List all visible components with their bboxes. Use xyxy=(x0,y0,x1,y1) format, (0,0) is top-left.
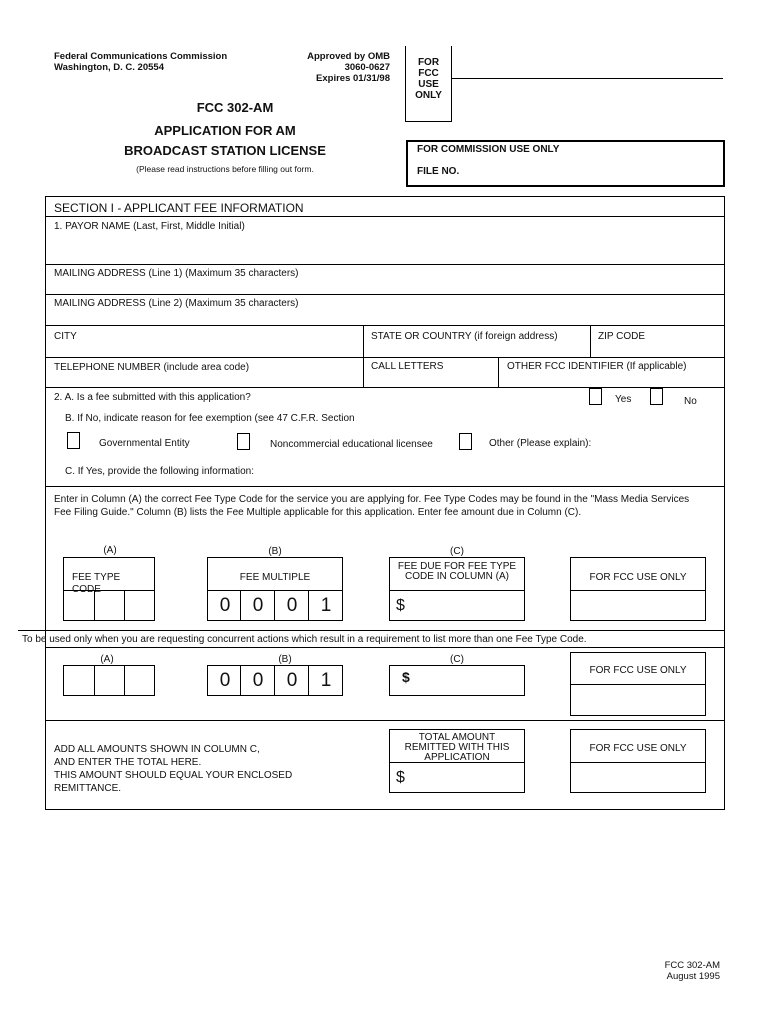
other-exemption-checkbox[interactable] xyxy=(459,433,472,450)
telephone-field[interactable] xyxy=(46,375,362,387)
fee-multiple-2-digit-1: 0 xyxy=(219,670,231,691)
total-amount-dollar-sign: $ xyxy=(396,769,405,786)
yes-label: Yes xyxy=(615,394,632,405)
agency-address: Washington, D. C. 20554 xyxy=(54,62,164,73)
fcc-use-only-rule-2 xyxy=(570,684,706,685)
fee-type-code-cell-2[interactable] xyxy=(95,591,123,620)
column-c-label: (C) xyxy=(450,546,464,557)
question-2a-label: 2. A. Is a fee submitted with this application? xyxy=(54,392,251,403)
other-fcc-identifier-field[interactable] xyxy=(499,374,723,386)
row-divider xyxy=(45,720,725,721)
fcc-use-only-label-1: FOR FCC USE ONLY xyxy=(589,572,687,583)
total-instructions-line-3: THIS AMOUNT SHOULD EQUAL YOUR ENCLOSED xyxy=(54,770,293,781)
fee-due-amount-field-2[interactable] xyxy=(416,666,523,695)
fcc-use-only-rule-3 xyxy=(570,762,706,763)
no-label: No xyxy=(684,396,697,407)
city-field[interactable] xyxy=(46,344,362,356)
fee-instructions-line-2: Fee Filing Guide." Column (B) lists the Fee Multiple applicable for this application. Enter fee amount due in Column (C). xyxy=(54,507,582,518)
governmental-entity-checkbox[interactable] xyxy=(67,432,80,449)
fee-due-rule xyxy=(389,590,525,591)
noncommercial-checkbox[interactable] xyxy=(237,433,250,450)
fee-type-code-label: FEE TYPE CODE xyxy=(72,572,121,595)
noncommercial-label: Noncommercial educational licensee xyxy=(270,439,433,450)
commission-use-label: FOR COMMISSION USE ONLY xyxy=(417,144,560,155)
call-letters-label: CALL LETTERS xyxy=(371,361,444,372)
telephone-label: TELEPHONE NUMBER (include area code) xyxy=(54,362,250,373)
column-c-label-2: (C) xyxy=(450,654,464,665)
agency-name: Federal Communications Commission xyxy=(54,51,228,62)
column-b-label: (B) xyxy=(268,546,282,557)
fcc-use-only-rule xyxy=(570,590,706,591)
payor-name-field[interactable] xyxy=(46,236,724,264)
cell-divider xyxy=(274,665,275,696)
fee-multiple-rule xyxy=(207,590,343,591)
question-2b-label: B. If No, indicate reason for fee exemption (see 47 C.F.R. Section xyxy=(65,413,355,424)
fee-due-amount-field[interactable] xyxy=(410,592,522,619)
fcc-use-field-line[interactable] xyxy=(451,78,723,79)
fcc-use-line-1: FOR xyxy=(417,57,440,68)
state-field[interactable] xyxy=(364,344,589,356)
fcc-use-only-box-3 xyxy=(570,729,706,793)
form-number: FCC 302-AM xyxy=(196,100,274,115)
total-instructions-line-4: REMITTANCE. xyxy=(54,783,122,794)
total-amount-rule xyxy=(389,762,525,763)
column-b-label-2: (B) xyxy=(278,654,292,665)
call-letters-field[interactable] xyxy=(364,374,497,386)
file-no-label[interactable]: FILE NO. xyxy=(417,166,460,177)
mailing-address-2-label: MAILING ADDRESS (Line 2) (Maximum 35 characters) xyxy=(54,298,299,309)
zip-label: ZIP CODE xyxy=(598,331,646,342)
fee-due-dollar-sign-2: $ xyxy=(402,669,410,685)
fcc-use-box-right xyxy=(451,46,452,122)
concurrent-rule-top xyxy=(18,630,725,631)
total-amount-label: TOTAL AMOUNT REMITTED WITH THIS APPLICATION xyxy=(404,732,510,763)
row-divider xyxy=(45,486,725,487)
form-title-line2: BROADCAST STATION LICENSE xyxy=(124,143,326,158)
section-heading-rule xyxy=(45,216,725,217)
cell-divider xyxy=(274,590,275,621)
mailing-address-1-label: MAILING ADDRESS (Line 1) (Maximum 35 characters) xyxy=(54,268,299,279)
omb-number: 3060-0627 xyxy=(344,62,390,73)
fee-multiple-2-digit-2: 0 xyxy=(252,670,264,691)
column-a-label-2: (A) xyxy=(100,654,114,665)
fcc-use-line-3: USE xyxy=(418,79,439,90)
payor-name-label: 1. PAYOR NAME (Last, First, Middle Initial) xyxy=(54,221,245,232)
fee-type-code-2-cell-1[interactable] xyxy=(64,666,93,695)
fee-multiple-digit-1: 0 xyxy=(219,595,231,616)
instructions-note: (Please read instructions before filling out form. xyxy=(136,164,314,174)
footer-date: August 1995 xyxy=(666,971,720,982)
row-divider xyxy=(45,294,725,295)
footer-form-number: FCC 302-AM xyxy=(664,960,720,971)
concurrent-rule-bottom xyxy=(45,647,725,648)
total-amount-field[interactable] xyxy=(410,764,522,791)
other-exemption-label: Other (Please explain): xyxy=(489,438,592,449)
no-checkbox[interactable] xyxy=(650,388,663,405)
question-2c-label: C. If Yes, provide the following information: xyxy=(65,466,254,477)
omb-expiry: Expires 01/31/98 xyxy=(316,73,390,84)
fee-due-dollar-sign: $ xyxy=(396,597,405,614)
fee-instructions-line-1: Enter in Column (A) the correct Fee Type Code for the service you are applying for. Fee Type Codes may be found in the "Mass Media Services xyxy=(54,494,690,505)
state-label: STATE OR COUNTRY (if foreign address) xyxy=(371,331,558,342)
fee-type-code-2-cell-3[interactable] xyxy=(125,666,154,695)
fee-multiple-label: FEE MULTIPLE xyxy=(239,572,311,583)
concurrent-actions-note: To be used only when you are requesting concurrent actions which result in a requirement to list more than one Fee Type Code. xyxy=(22,634,587,645)
governmental-entity-label: Governmental Entity xyxy=(99,438,190,449)
fcc-use-only-box-1 xyxy=(570,557,706,621)
zip-field[interactable] xyxy=(591,344,723,356)
row-divider xyxy=(45,325,725,326)
section-1-heading: SECTION I - APPLICANT FEE INFORMATION xyxy=(54,201,304,215)
fee-due-label: FEE DUE FOR FEE TYPE CODE IN COLUMN (A) xyxy=(397,561,517,582)
fee-multiple-2-digit-3: 0 xyxy=(286,670,298,691)
fee-multiple-digit-3: 0 xyxy=(286,595,298,616)
fcc-use-line-2: FCC xyxy=(418,68,439,79)
row-divider xyxy=(45,357,725,358)
total-instructions-line-2: AND ENTER THE TOTAL HERE. xyxy=(54,757,202,768)
cell-divider xyxy=(308,590,309,621)
fcc-use-only-label-3: FOR FCC USE ONLY xyxy=(589,743,687,754)
mailing-address-1-field[interactable] xyxy=(46,280,724,294)
fcc-use-box-bottom xyxy=(405,121,452,122)
fee-type-code-cell-3[interactable] xyxy=(125,591,154,620)
column-a-label: (A) xyxy=(103,545,117,556)
form-title-line1: APPLICATION FOR AM xyxy=(154,123,296,138)
fee-multiple-digit-2: 0 xyxy=(252,595,264,616)
row-divider xyxy=(45,387,725,388)
total-instructions-line-1: ADD ALL AMOUNTS SHOWN IN COLUMN C, xyxy=(54,744,260,755)
fee-multiple-digit-4: 1 xyxy=(320,595,332,616)
fee-type-code-cell-1[interactable] xyxy=(64,591,93,620)
fcc-use-line-4: ONLY xyxy=(415,90,442,101)
omb-approval: Approved by OMB xyxy=(307,51,390,62)
fcc-use-only-label-2: FOR FCC USE ONLY xyxy=(589,665,687,676)
mailing-address-2-field[interactable] xyxy=(46,310,724,325)
fee-multiple-2-digit-4: 1 xyxy=(320,670,332,691)
other-fcc-identifier-label: OTHER FCC IDENTIFIER (If applicable) xyxy=(507,361,687,372)
cell-divider xyxy=(308,665,309,696)
city-label: CITY xyxy=(54,331,77,342)
fee-type-code-2-cell-2[interactable] xyxy=(95,666,123,695)
row-divider xyxy=(45,264,725,265)
yes-checkbox[interactable] xyxy=(589,388,602,405)
